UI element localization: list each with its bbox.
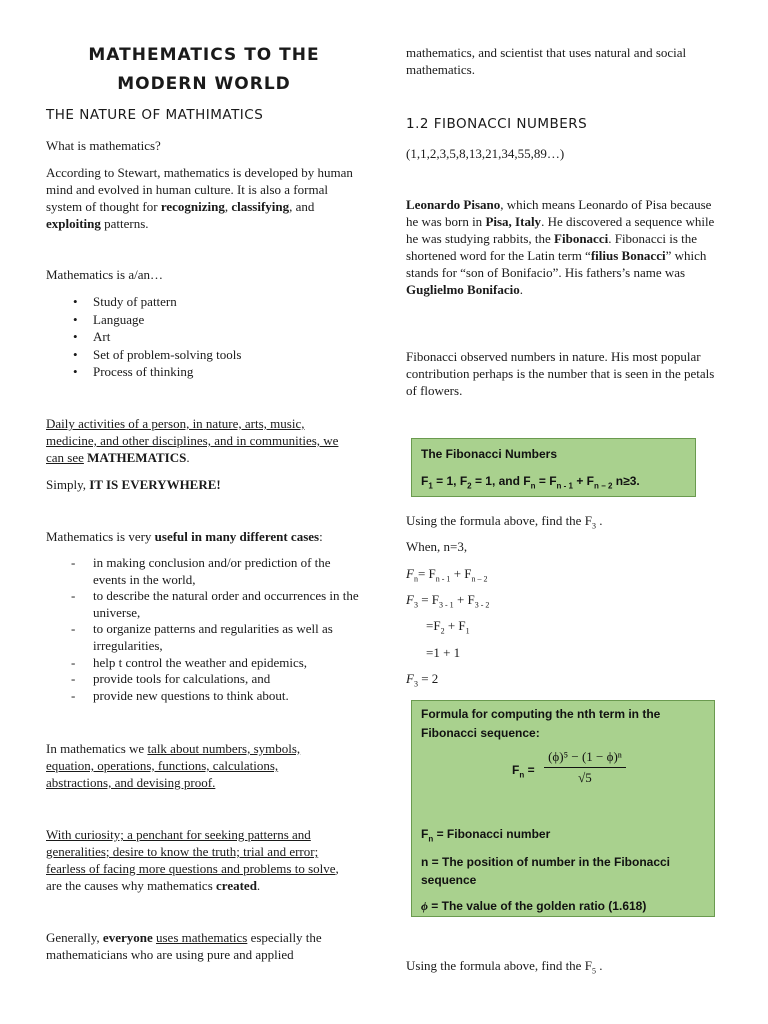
equation-1: $F_n= F_{n - 1} + F_{n - 2}$ <box>406 566 488 584</box>
what-is-question: What is mathematics? <box>46 138 161 153</box>
uses-list <box>46 555 366 704</box>
bullet-list <box>46 293 366 381</box>
definition-fn: $F_n$ = Fibonacci number <box>421 827 551 844</box>
list-item: - in making conclusion and/or prediction of the events in the world, <box>46 555 366 588</box>
equation-4: =1 + 1 <box>426 645 461 660</box>
list-item: - to describe the natural order and occurrences in the universe, <box>46 588 366 621</box>
simply-line: Simply, IT IS EVERYWHERE! <box>46 477 221 492</box>
fibonacci-definition: $F_1 = 1$, $F_2 = 1$, and $F_n = F_{n - 1} + F_{n - 2}$ n≥3. <box>421 474 640 491</box>
list-item: - to organize patterns and regularities as well as irregularities, <box>46 621 366 654</box>
stewart-paragraph: According to Stewart, mathematics is developed by human mind and evolved in human culture. It is also a formal system of thought for recognizing, classifying, and exploiting patterns. <box>46 165 353 231</box>
title-line-1: MATHEMATICS TO THE <box>88 45 320 65</box>
list-item: • Set of problem-solving tools <box>46 346 366 364</box>
observed-paragraph: Fibonacci observed numbers in nature. His most popular contribution perhaps is the number that is seen in the petals of flowers. <box>406 349 715 398</box>
definition-n: n = The position of number in the Fibonacci sequence <box>421 855 671 887</box>
fibonacci-heading: 1.2 FIBONACCI NUMBERS <box>406 116 588 132</box>
curiosity-paragraph: With curiosity; a penchant for seeking patterns and generalities; desire to know the truth; trial and error; fearless of facing more questions and problems to solve, are the causes why mathematics created. <box>46 827 339 893</box>
using-formula-line-2: Using the formula above, find the $F_5$ . <box>406 958 603 976</box>
title-line-2: MODERN WORLD <box>117 74 291 94</box>
list-item: • Process of thinking <box>46 363 366 381</box>
section-heading: THE NATURE OF MATHIMATICS <box>46 107 264 123</box>
formula-denominator: √5 <box>578 770 592 785</box>
equation-2: $F_3 = F_{3 - 1} + F_{3 - 2}$ <box>406 592 490 610</box>
list-item: - provide tools for calculations, and <box>46 671 366 688</box>
daily-paragraph: Daily activities of a person, in nature, arts, music, medicine, and other disciplines, and in communities, we can see MATHEMATICS. <box>46 416 339 465</box>
list-item: • Study of pattern <box>46 293 366 311</box>
formula-numerator: (ϕ)⁵ − (1 − ϕ)ⁿ <box>548 749 622 764</box>
list-item: - help t control the weather and epidemics, <box>46 655 366 672</box>
fibonacci-sequence: (1,1,2,3,5,8,13,21,34,55,89…) <box>406 146 565 161</box>
nth-term-formula-box: Formula for computing the nth term in the Fibonacci sequence: $F_n$ = (ϕ)⁵ − (1 − ϕ)ⁿ √5 $F_n$ = Fibonacci number n = The position of number in the Fibonacci sequence ϕ = The value of the golden ratio (1.618) <box>411 700 715 917</box>
list-item: • Art <box>46 328 366 346</box>
talk-paragraph: In mathematics we talk about numbers, symbols, equation, operations, functions, calculations, abstractions, and devising proof. <box>46 741 301 790</box>
document-title <box>46 41 362 99</box>
using-formula-line-1: Using the formula above, find the $F_3$ . <box>406 513 603 531</box>
when-line: When, n=3, <box>406 539 468 554</box>
box-title: Formula for computing the nth term in the Fibonacci sequence: <box>421 707 661 740</box>
leonardo-paragraph: Leonardo Pisano, which means Leonardo of Pisa because he was born in Pisa, Italy. He discovered a sequence while he was studying rabbits, the Fibonacci. Fibonacci is the shortened word for the Latin term “filius Bonacci” which stands for “son of Bonifacio”. His fathers’s name was Guglielmo Bonifacio. <box>406 197 715 297</box>
list-item: - provide new questions to think about. <box>46 688 366 705</box>
continued-paragraph: mathematics, and scientist that uses natural and social mathematics. <box>406 45 687 77</box>
list-item: • Language <box>46 311 366 329</box>
box-title: The Fibonacci Numbers <box>421 447 558 461</box>
is-a-line: Mathematics is a/an… <box>46 267 163 282</box>
fibonacci-numbers-box <box>411 438 696 497</box>
equation-5: $F_3 = 2$ <box>406 671 439 689</box>
useful-line: Mathematics is very useful in many different cases: <box>46 529 323 544</box>
equation-3: $=F_2 + F_1$ <box>426 618 470 636</box>
fraction-bar <box>544 767 626 768</box>
generally-paragraph: Generally, everyone uses mathematics especially the mathematicians who are using pure and applied <box>46 930 322 962</box>
definition-phi: ϕ = The value of the golden ratio (1.618) <box>421 899 647 913</box>
